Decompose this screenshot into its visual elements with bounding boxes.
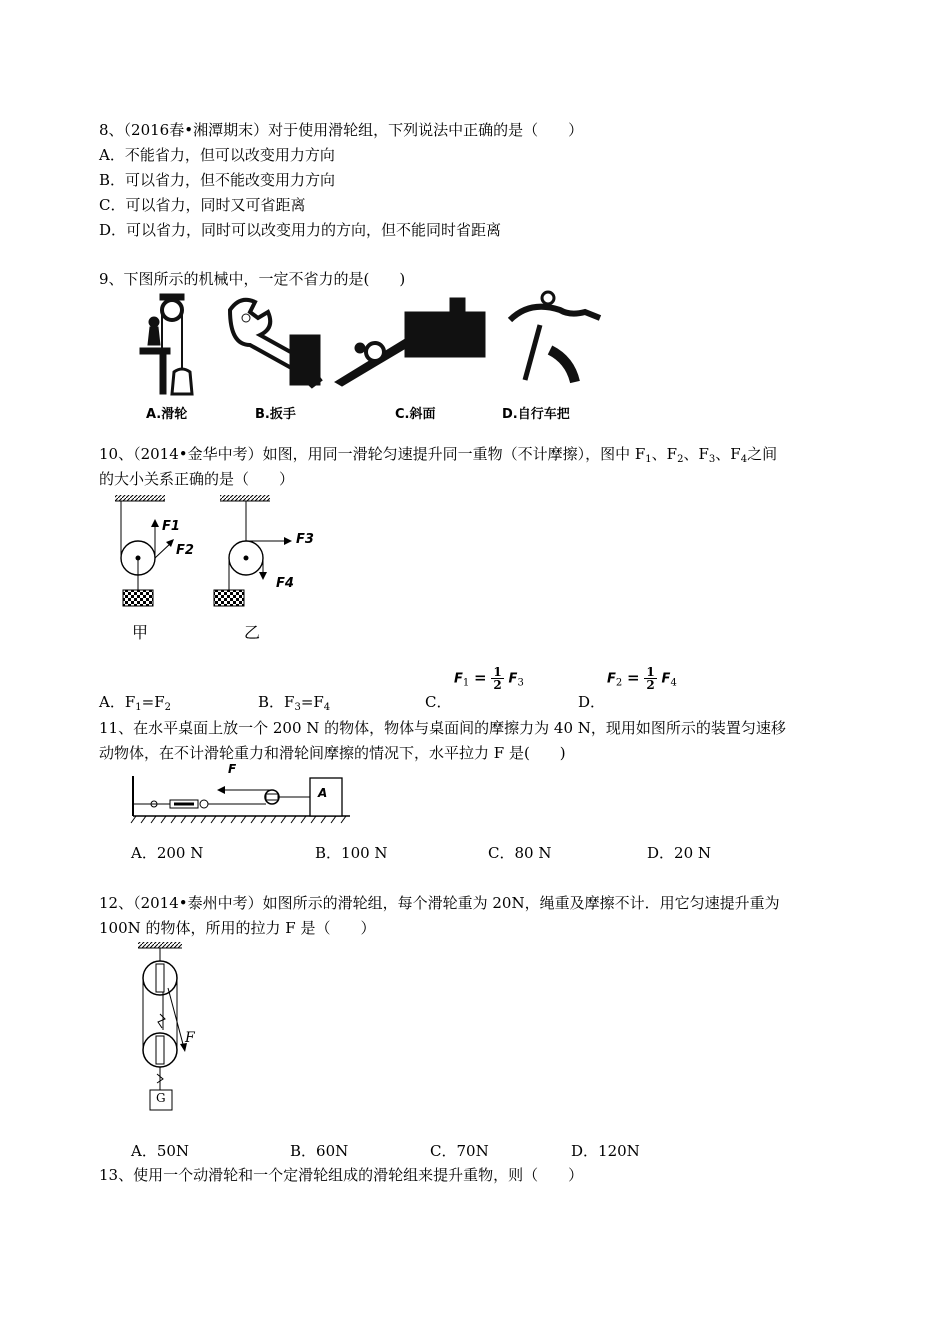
q10-option-a: A．$F_1=F_2$ [99,693,171,713]
q10-option-c-label: C． [425,693,452,711]
wrench-figure [230,300,320,386]
q12-stem-line2: 100N 的物体，所用的拉力 F 是（ ） [99,919,376,937]
q11-label-f: F [228,762,237,776]
q10-option-b: B．$F_3=F_4$ [258,693,331,713]
q11-option-b: B．100 N [315,844,388,862]
q8-option-c: C．可以省力，同时又可省距离 [99,196,306,214]
q11-option-d: D．20 N [647,844,712,862]
q11-option-c: C．80 N [488,844,552,862]
q10-stem-line1: 10、（2014•金华中考）如图，用同一滑轮匀速提升同一重物（不计摩擦），图中 $F_1$、$F_2$、$F_3$、$F_4$之间 [99,445,778,465]
q11-stem-line2: 动物体，在不计滑轮重力和滑轮间摩擦的情况下，水平拉力 F 是( ) [99,744,566,762]
q9-caption-c: C.斜面 [395,407,436,422]
q10-pulley-figure [110,490,330,615]
q8-option-d: D．可以省力，同时可以改变用力的方向，但不能同时省距离 [99,221,502,239]
pulley-jia [115,495,174,606]
q10-option-d-label: D． [578,693,606,711]
q10-stem-line2: 的大小关系正确的是（ ） [99,470,295,488]
q12-stem-line1: 12、（2014•泰州中考）如图所示的滑轮组，每个滑轮重为 20N，绳重及摩擦不计．用它匀速提升重为 [99,894,780,912]
q9-caption-b: B.扳手 [255,407,296,422]
q9-caption-d: D.自行车把 [502,407,570,422]
bicycle-handlebar-figure [510,292,600,382]
inclined-plane-figure [335,298,485,386]
q12-option-d: D．120N [571,1142,640,1160]
caption-jia: 甲 [132,623,149,642]
q9-stem: 9、下图所示的机械中，一定不省力的是( ) [99,270,406,288]
q9-caption-a: A.滑轮 [146,407,188,422]
q12-option-c: C．70N [430,1142,489,1160]
label-f3: F3 [296,532,314,547]
pulley-figure [140,294,192,394]
q12-pulley-figure [130,940,210,1112]
q12-label-g: G [156,1091,166,1105]
q12-option-b: B．60N [290,1142,349,1160]
q8-stem: 8、（2016春•湘潭期末）对于使用滑轮组，下列说法中正确的是（ ） [99,121,584,139]
q13-stem: 13、使用一个动滑轮和一个定滑轮组成的滑轮组来提升重物，则（ ） [99,1166,584,1184]
q11-option-a: A．200 N [131,844,204,862]
q12-label-f: F [185,1030,195,1046]
q10-option-c-formula: $F_1$ = $\frac{1}{2}$ $F_3$ [454,665,524,692]
q12-option-a: A．50N [131,1142,190,1160]
q11-stem-line1: 11、在水平桌面上放一个 200 N 的物体，物体与桌面间的摩擦力为 40 N，现用如图所示的装置匀速移 [99,719,786,737]
label-f2: F2 [176,543,194,558]
q11-label-a: A [318,786,328,800]
caption-yi: 乙 [244,623,261,642]
label-f1: F1 [162,519,180,534]
label-f4: F4 [276,576,294,591]
q9-machines-figure [130,290,610,400]
q10-option-d-formula: $F_2$ = $\frac{1}{2}$ $F_4$ [607,665,677,692]
q8-option-a: A．不能省力，但可以改变用力方向 [99,146,335,164]
q8-option-b: B．可以省力，但不能改变用力方向 [99,171,336,189]
